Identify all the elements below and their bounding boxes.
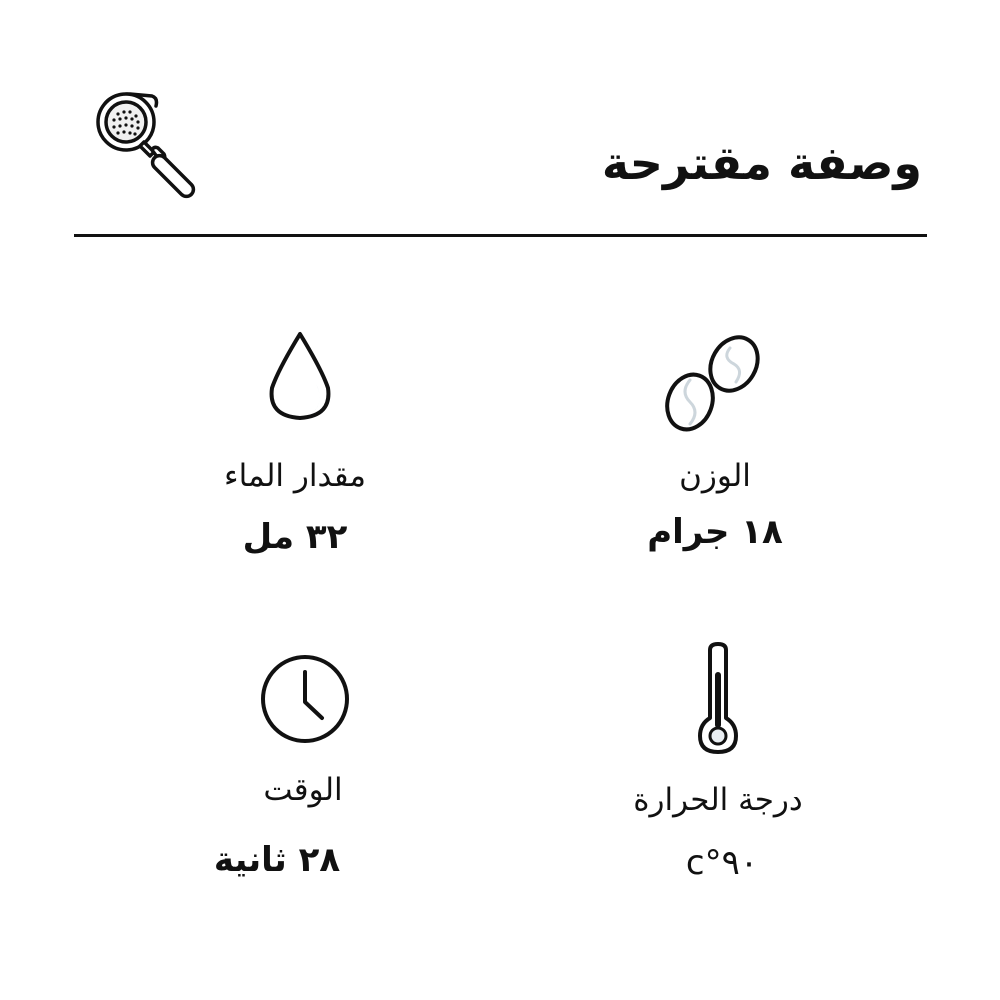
temperature-value: ٩٠°c [685, 843, 759, 883]
time-label: الوقت [263, 772, 343, 808]
time-value: ٢٨ ثانية [213, 840, 341, 880]
coffee-beans-icon [662, 330, 766, 434]
clock-icon [258, 652, 352, 746]
temperature-label: درجة الحرارة [633, 782, 803, 818]
weight-value: ١٨ جرام [647, 512, 783, 552]
portafilter-icon [92, 90, 217, 212]
water-amount-label: مقدار الماء [224, 458, 366, 494]
water-amount-value: ٣٢ مل [242, 517, 348, 557]
water-drop-icon [266, 330, 334, 422]
page-title: وصفة مقترحة [601, 136, 922, 190]
weight-label: الوزن [679, 458, 751, 494]
thermometer-icon [696, 642, 740, 754]
divider [74, 234, 927, 237]
